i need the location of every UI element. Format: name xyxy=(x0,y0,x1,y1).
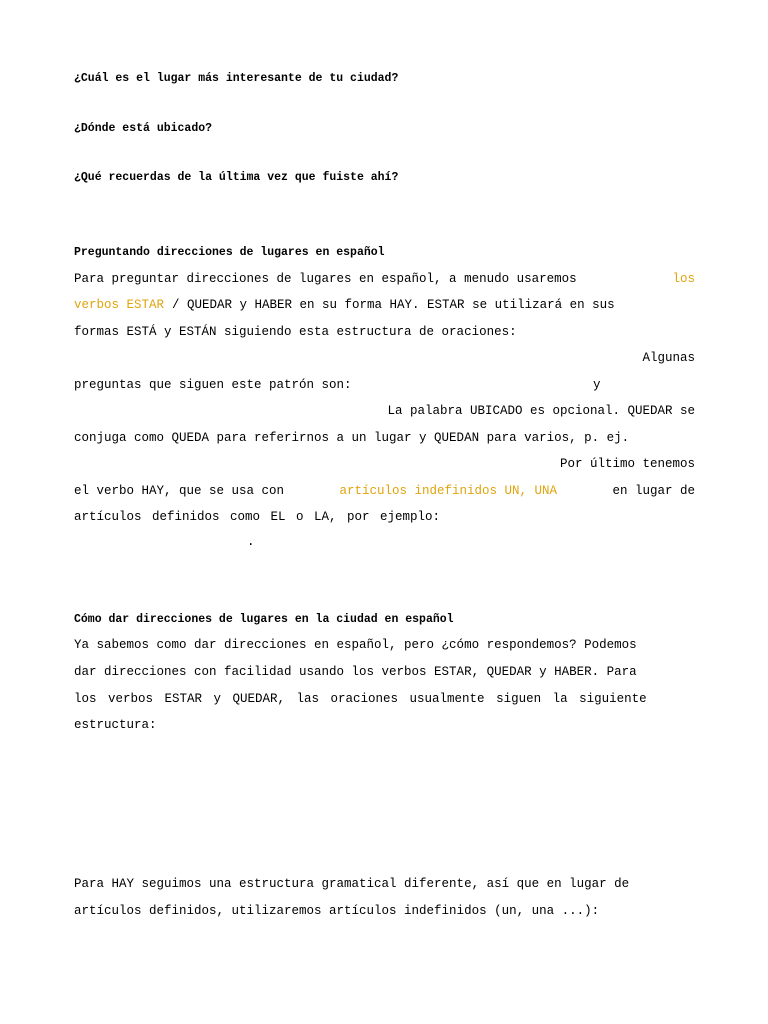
paragraph-text: los verbos ESTAR y QUEDAR, las oraciones usualmente siguen la siguiente xyxy=(74,692,647,706)
link-articulos-indefinidos[interactable]: artículos indefinidos UN, UNA xyxy=(339,484,558,498)
paragraph-text: y xyxy=(593,378,601,392)
paragraph-line xyxy=(74,272,695,286)
paragraph-text: Ya sabemos como dar direcciones en español, pero ¿cómo respondemos? Podemos xyxy=(74,638,637,652)
paragraph-text: en lugar de xyxy=(612,484,695,498)
paragraph-text: el verbo HAY, que se usa con xyxy=(74,484,285,498)
paragraph-text: formas ESTÁ y ESTÁN siguiendo esta estructura de oraciones: xyxy=(74,325,517,339)
paragraph-text: artículos definidos, utilizaremos artículos indefinidos (un, una ...): xyxy=(74,904,600,918)
link-los[interactable]: los xyxy=(672,272,695,286)
paragraph-text: La palabra UBICADO es opcional. QUEDAR se xyxy=(387,404,695,418)
question-1: ¿Cuál es el lugar más interesante de tu ciudad? xyxy=(74,72,399,85)
section-heading-preguntando: Preguntando direcciones de lugares en español xyxy=(74,246,385,259)
paragraph-text: preguntas que siguen este patrón son: xyxy=(74,378,352,392)
paragraph-text: artículos definidos como EL o LA, por ejemplo: xyxy=(74,510,441,524)
paragraph-text: estructura: xyxy=(74,718,157,732)
question-2: ¿Dónde está ubicado? xyxy=(74,122,213,135)
paragraph-text: Por último tenemos xyxy=(559,457,695,471)
paragraph-text: . xyxy=(247,535,255,549)
section-heading-como-dar: Cómo dar direcciones de lugares en la ciudad en español xyxy=(74,613,454,626)
paragraph-text: Para HAY seguimos una estructura gramatical diferente, así que en lugar de xyxy=(74,877,630,891)
question-3: ¿Qué recuerdas de la última vez que fuiste ahí? xyxy=(74,171,399,184)
paragraph-text: Para preguntar direcciones de lugares en español, a menudo usaremos xyxy=(74,272,577,286)
link-verbos-estar[interactable]: verbos ESTAR xyxy=(74,298,165,312)
paragraph-line xyxy=(74,484,695,498)
paragraph-line xyxy=(74,298,695,312)
paragraph-text: / QUEDAR y HABER en su forma HAY. ESTAR se utilizará en sus xyxy=(172,298,615,312)
paragraph-text: dar direcciones con facilidad usando los verbos ESTAR, QUEDAR y HABER. Para xyxy=(74,665,637,679)
paragraph-text: Algunas xyxy=(642,351,695,365)
paragraph-text: conjuga como QUEDA para referirnos a un lugar y QUEDAN para varios, p. ej. xyxy=(74,431,630,445)
